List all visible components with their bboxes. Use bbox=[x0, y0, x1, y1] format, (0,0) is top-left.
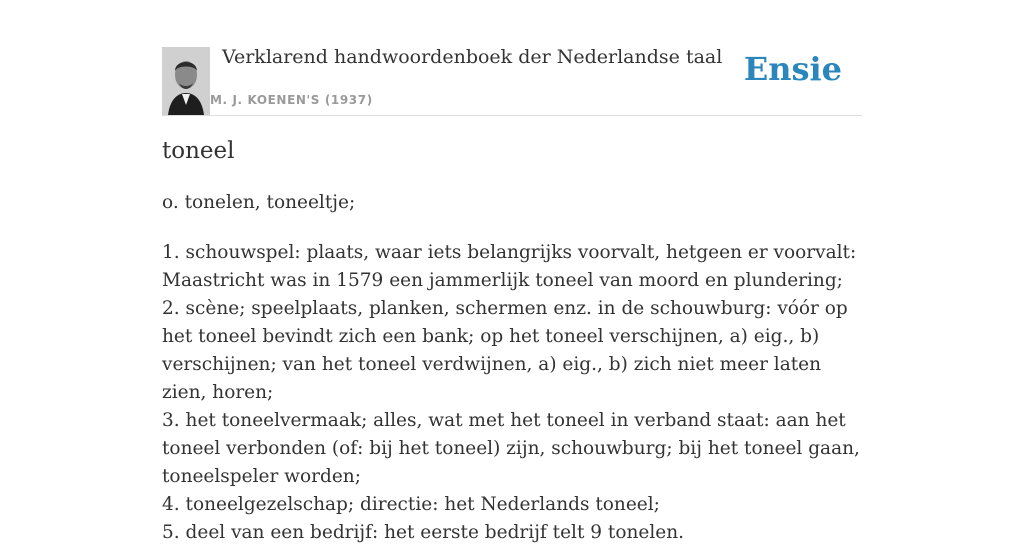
definition-item: 2. scène; speelplaats, planken, schermen enz. in de schouwburg: vóór op het toneel bevindt zich een bank; op het toneel verschijnen, a) eig., b) verschijnen; van het toneel verdwijnen, a) eig., b) zich niet meer laten zien, horen; bbox=[162, 298, 848, 403]
dictionary-title: Verklarend handwoordenboek der Nederlandse taal bbox=[222, 46, 723, 68]
definition-list bbox=[162, 239, 862, 547]
definition-item: 3. het toneelvermaak; alles, wat met het toneel in verband staat: aan het toneel verbonden (of: bij het toneel) zijn, schouwburg; bij het toneel gaan, toneelspeler worden; bbox=[162, 410, 860, 487]
author-portrait bbox=[162, 47, 210, 115]
entry-headword: toneel bbox=[162, 138, 235, 164]
dictionary-header bbox=[162, 44, 862, 116]
definition-item: 1. schouwspel: plaats, waar iets belangrijks voorvalt, hetgeen er voorvalt: Maastricht was in 1579 een jammerlijk toneel van moord en plundering; bbox=[162, 242, 857, 291]
entry-grammar: o. tonelen, toneeltje; bbox=[162, 192, 356, 213]
definition-item: 5. deel van een bedrijf: het eerste bedrijf telt 9 tonelen. bbox=[162, 522, 685, 543]
definition-item: 4. toneelgezelschap; directie: het Nederlands toneel; bbox=[162, 494, 660, 515]
ensie-logo-link[interactable]: Ensie bbox=[743, 50, 842, 88]
dictionary-author: M. J. KOENEN'S (1937) bbox=[210, 93, 373, 107]
